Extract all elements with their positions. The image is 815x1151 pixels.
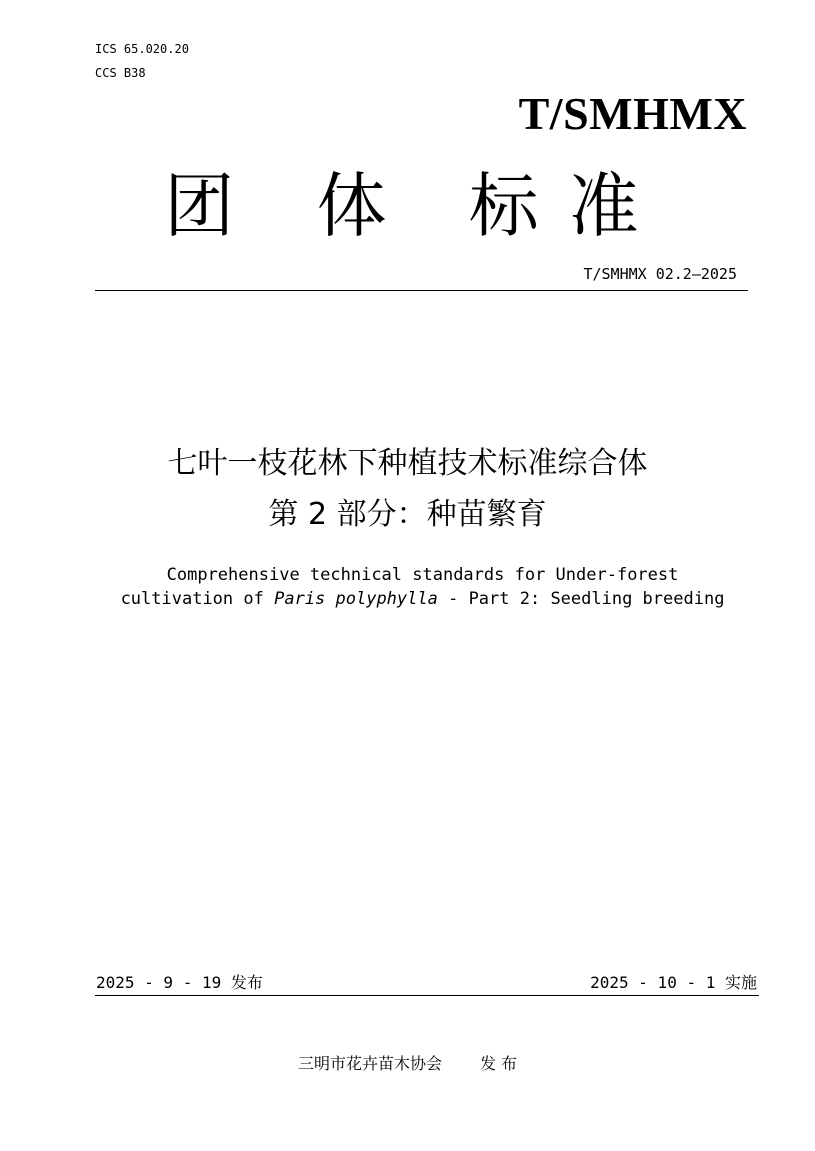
ccs-code: CCS B38	[95, 66, 146, 80]
issuer-line	[0, 1053, 815, 1075]
title-english-line2-suffix: - Part 2: Seedling breeding	[437, 589, 725, 609]
title-chinese-line2: 第 2 部分：种苗繁育	[268, 497, 547, 532]
top-divider	[95, 290, 748, 291]
implementation-date: 2025 - 10 - 1 实施	[590, 973, 757, 992]
standard-code-large: T/SMHMX	[518, 88, 747, 139]
bottom-divider	[95, 995, 759, 996]
title-english-line2	[0, 587, 815, 611]
issuer-name: 三明市花卉苗木协会	[297, 1054, 442, 1073]
standard-category-title: 团 体 标准	[164, 165, 669, 247]
title-english	[0, 563, 815, 611]
ics-code: ICS 65.020.20	[95, 42, 189, 56]
issuer-action: 发 布	[479, 1054, 518, 1073]
species-name: Paris polyphylla	[274, 589, 438, 609]
standard-number: T/SMHMX 02.2—2025	[583, 265, 737, 283]
title-english-line1: Comprehensive technical standards for Under-forest	[166, 565, 679, 585]
title-chinese-line1: 七叶一枝花林下种植技术标准综合体	[167, 446, 648, 481]
title-english-line2-prefix: cultivation of	[120, 589, 275, 609]
publish-date: 2025 - 9 - 19 发布	[96, 973, 263, 992]
